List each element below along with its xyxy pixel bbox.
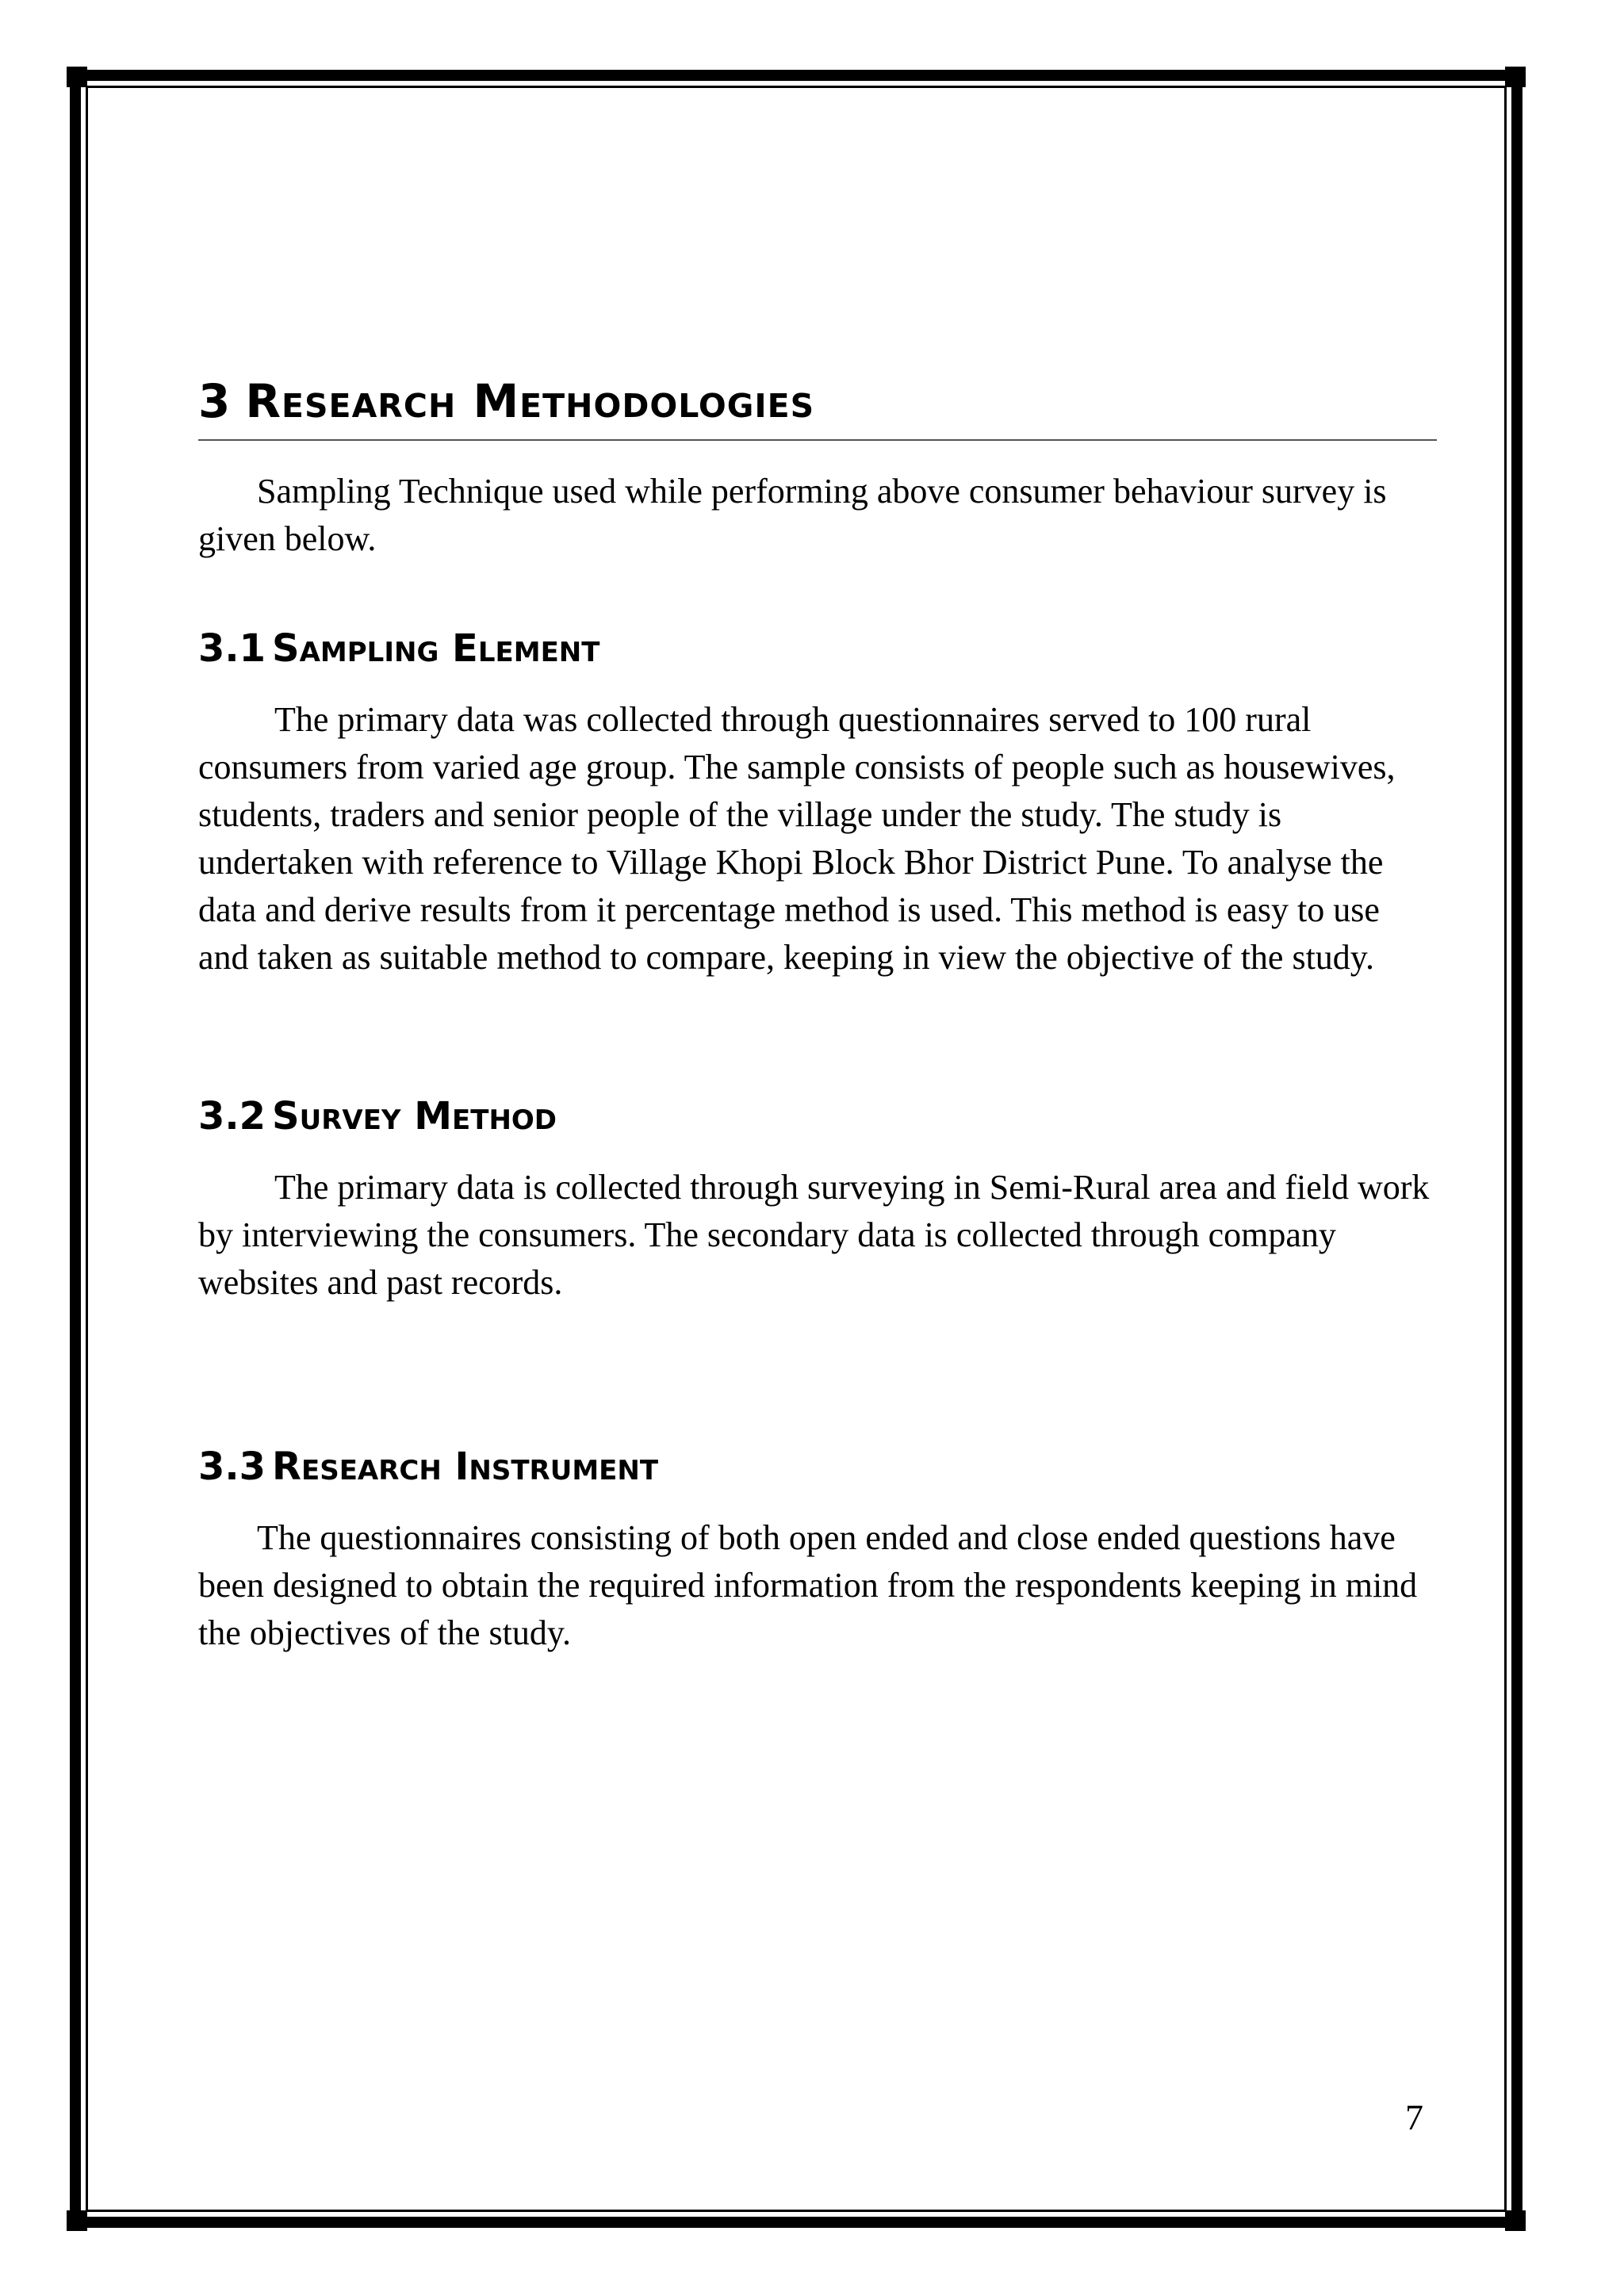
intro-paragraph: Sampling Technique used while performing above consumer behaviour survey is given below. — [198, 472, 1387, 558]
chapter-heading — [198, 374, 1437, 441]
section-title: Survey Method — [272, 1094, 557, 1138]
border-corner-top-left — [67, 67, 87, 87]
section-paragraph-3-3: The questionnaires consisting of both open ended and close ended questions have been designed to obtain the required information from the respondents keeping in mind the objectives of the study. — [198, 1518, 1418, 1652]
section-number: 3.3 — [198, 1445, 266, 1489]
section-title: Research Instrument — [272, 1445, 659, 1489]
section-heading-3-2 — [198, 1094, 557, 1138]
border-corner-bottom-right — [1505, 2210, 1526, 2231]
chapter-number: 3 — [198, 374, 232, 428]
section-paragraph-3-1: The primary data was collected through questionnaires served to 100 rural consumers from varied age group. The sample consists of people such as housewives, students, traders and senior people of the village under the study. The study is undertaken with reference to Village Khopi Block Bhor District Pune. To analyse the data and derive results from it percentage method is used. This method is easy to use and taken as suitable method to compare, keeping in view the objective of the study. — [198, 700, 1396, 977]
section-number: 3.2 — [198, 1094, 266, 1138]
section-heading-3-1 — [198, 626, 599, 671]
section-title: Sampling Element — [272, 626, 600, 671]
section-number: 3.1 — [198, 626, 266, 671]
chapter-title: Research Methodologies — [245, 374, 815, 428]
page-number: 7 — [1405, 2097, 1423, 2137]
section-heading-3-3 — [198, 1445, 658, 1489]
section-paragraph-3-2: The primary data is collected through surveying in Semi-Rural area and field work by interviewing the consumers. The secondary data is collected through company websites and past records. — [198, 1168, 1430, 1302]
border-corner-top-right — [1505, 67, 1526, 87]
border-corner-bottom-left — [67, 2210, 87, 2231]
